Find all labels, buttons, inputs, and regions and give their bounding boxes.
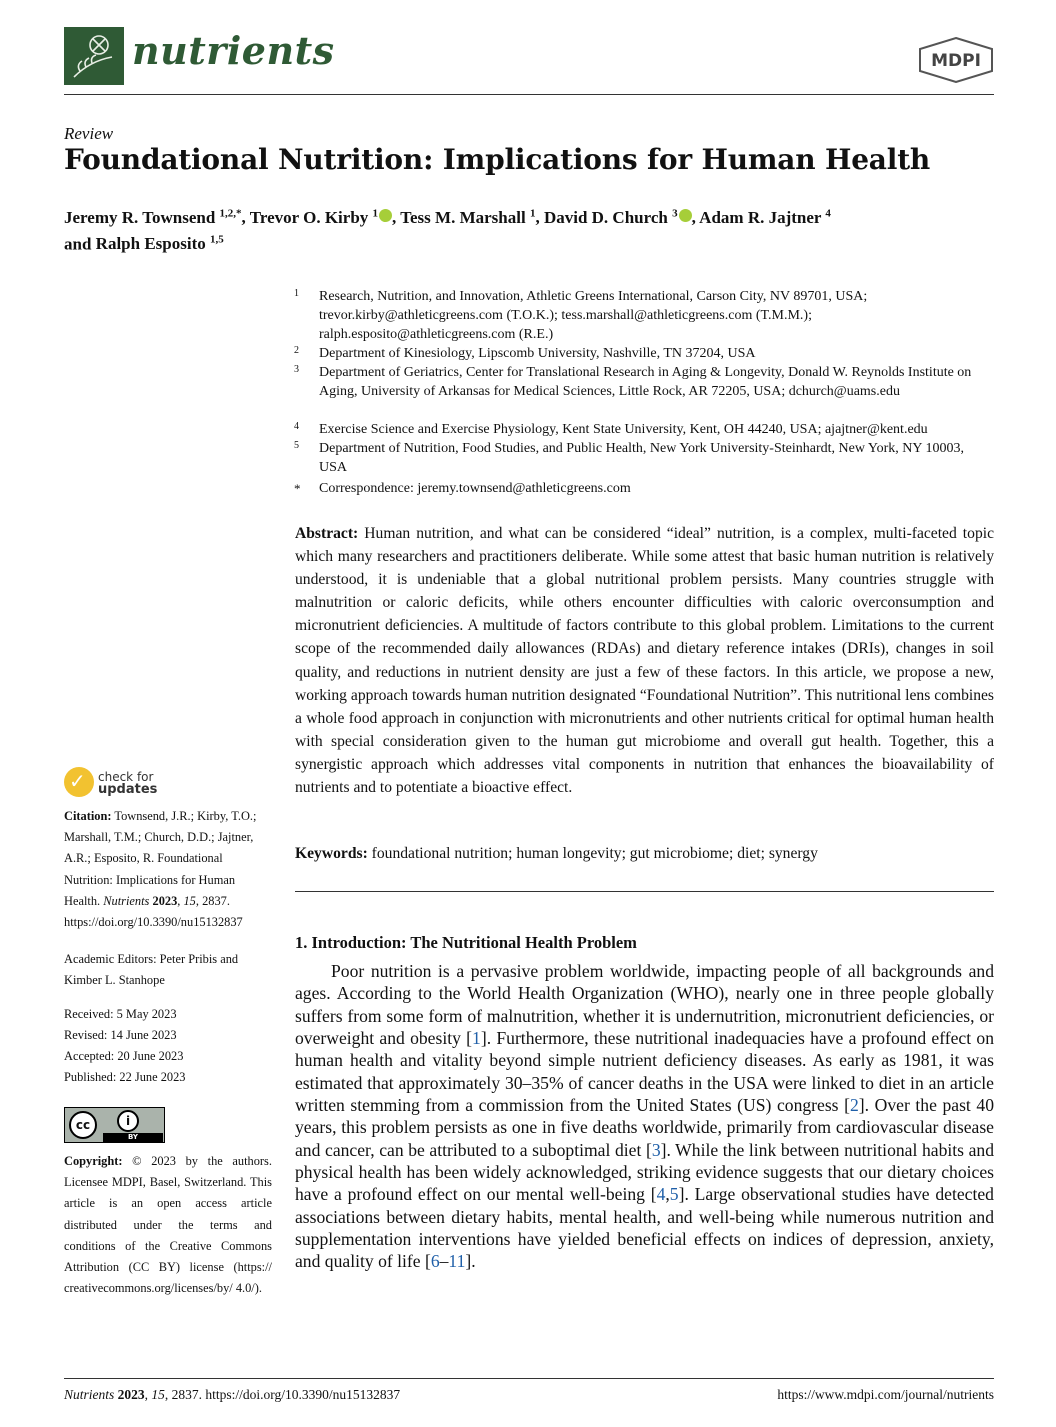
footer-divider — [64, 1378, 994, 1379]
date-received: Received: 5 May 2023 — [64, 1007, 177, 1021]
orcid-icon[interactable] — [379, 209, 392, 222]
reference-link[interactable]: 3 — [651, 1139, 661, 1160]
journal-logo — [64, 27, 124, 85]
journal-name: nutrients — [132, 28, 335, 73]
section-divider — [295, 891, 994, 892]
author-list: Jeremy R. Townsend $^{1,2,*}$, Trevor O. Kirby $^1$ , Tess M. Marshall $^1$, David D. Church $^3$ , Adam R. Jajtner $^4$ and Ralph Esposito $^{1,5}$ — [64, 207, 831, 254]
date-revised: Revised: 14 June 2023 — [64, 1028, 177, 1042]
intro-text: ]. While the link between nutritional habits and physical health has been widely acknowledged, striking evidence suggests that our dietary choices have a profound effect on our mental well-being [ — [295, 1139, 994, 1205]
keywords-label: Keywords: — [295, 845, 368, 862]
introduction-paragraph — [295, 960, 994, 1273]
intro-text: , — [665, 1184, 670, 1205]
orcid-icon[interactable] — [679, 209, 692, 222]
leaf-emblem-icon — [64, 27, 124, 85]
reference-link[interactable]: 4 — [656, 1184, 666, 1205]
checkmark-icon: ✓ — [69, 769, 86, 793]
intro-text: Poor nutrition is a pervasive problem worldwide, impacting people of all backgrounds and ages. According to the World Health Organization (WHO), nearly one in three people globally suffers from some form of malnutrition, whether it is undernutrition, micronutrient deficiencies, or overweight and obesity [ — [295, 961, 994, 1049]
affiliation-2: 2 Department of Kinesiology, Lipscomb University, Nashville, TN 37204, USA — [294, 345, 756, 361]
copyright-notice: Copyright: © 2023 by the authors. Licensee MDPI, Basel, Switzerland. This article is an open access article distributed under the terms and conditions of the Creative Commons Attribution (CC BY) license (https:// creativecommons.org/licenses/by/ 4.0/). — [64, 1154, 272, 1296]
intro-text: ]. Over the past 40 years, this problem persists as one in five deaths worldwide, primarily from cardiovascular disease and cancer, can be attributed to a suboptimal diet [ — [295, 1095, 994, 1160]
author-6[interactable]: Ralph Esposito $^{1,5}$ — [95, 233, 224, 254]
cc-by-license-badge[interactable]: cc i BY — [64, 1107, 165, 1143]
abstract — [295, 522, 994, 799]
intro-text: – — [439, 1251, 449, 1272]
footer-journal-url[interactable]: https://www.mdpi.com/journal/nutrients — [777, 1387, 994, 1402]
reference-link[interactable]: 5 — [669, 1184, 679, 1205]
affiliation-5: 5 Department of Nutrition, Food Studies, and Public Health, New York University-Steinhardt, New York, NY 10003, USA — [294, 440, 964, 475]
author-3[interactable]: Tess M. Marshall $^1$ — [400, 207, 536, 227]
header-divider — [64, 94, 994, 95]
affiliation-3: 3 Department of Geriatrics, Center for Translational Research in Aging & Longevity, Donald W. Reynolds Institute on Aging, University of Arkansas for Medical Sciences, Little Rock, AR 72205, USA; dchurch@uams.edu — [294, 364, 972, 399]
intro-text: ]. Large observational studies have detected associations between dietary habits, mental health, and well-being while numerous nutrition and supplementation interventions have yielded beneficial effects on indices of depression, anxiety, and quality of life [ — [295, 1184, 994, 1272]
publisher-name: MDPI — [931, 51, 981, 71]
affiliation-4: 4 Exercise Science and Exercise Physiology, Kent State University, Kent, OH 44240, USA; ajajtner@kent.edu — [294, 421, 928, 437]
date-accepted: Accepted: 20 June 2023 — [64, 1049, 184, 1063]
author-1[interactable]: Jeremy R. Townsend $^{1,2,*}$ — [64, 207, 242, 227]
reference-link[interactable]: 1 — [472, 1028, 481, 1049]
abstract-label: Abstract: — [295, 525, 359, 542]
article-type: Review — [64, 124, 114, 143]
footer-citation: Nutrients 2023, 15, 2837. https://doi.org/10.3390/nu15132837 — [64, 1387, 401, 1402]
reference-link[interactable]: 11 — [448, 1251, 466, 1272]
reference-link[interactable]: 2 — [849, 1095, 859, 1116]
author-2[interactable]: Trevor O. Kirby $^1$ — [250, 208, 392, 227]
section-heading: 1. Introduction: The Nutritional Health Problem — [295, 933, 637, 952]
date-published: Published: 22 June 2023 — [64, 1070, 186, 1084]
intro-text: ]. Furthermore, these nutritional inadequacies have a profound effect on human health and vitality beyond simple nutrient deficiency diseases. As early as 1981, it was estimated that approximately 30–35% of cancer deaths in the USA were linked to diet in an article written stemming from a commission from the United States (US) congress [ — [295, 1028, 994, 1116]
citation-block: Citation: Townsend, J.R.; Kirby, T.O.; Marshall, T.M.; Church, D.D.; Jajtner, A.R.; Esposito, R. Foundational Nutrition: Implications for Human Health. Nutrients 2023, 15, 2837. https://doi.org/10.3390/nu15132837 — [64, 809, 257, 930]
reference-link[interactable]: 6 — [430, 1251, 440, 1272]
creative-commons-icon: cc — [69, 1111, 97, 1139]
abstract-text: Human nutrition, and what can be considered “ideal” nutrition, is a complex, multi-faceted topic which many researchers and practitioners deliberate. While some attest that basic human nutrition is relatively understood, it is undeniable that a global nutritional problem persists. Many countries struggle with malnutrition or caloric deficits, while others encounter difficulties with caloric overconsumption and micronutrient deficiencies. A multitude of factors contribute to this global problem. Limitations to the current scope of the recommended daily allowances (RDAs) and dietary reference intakes (DRIs), changes in soil quality, and reductions in nutrient density are just a few of these factors. In this article, we propose a new, working approach towards human nutrition designated “Foundational Nutrition”. This nutritional lens combines a whole food approach in conjunction with micronutrients and other nutrients critical for optimal human health with special consideration given to the human gut microbiome and overall gut health. Together, this a synergistic approach which addresses vital components in nutrition that enhances the bioavailability of nutrients and to potentiate a bioactive effect. — [295, 525, 994, 797]
mdpi-logo — [918, 37, 994, 83]
attribution-person-icon: i — [117, 1110, 139, 1132]
article-title: Foundational Nutrition: Implications for Human Health — [64, 143, 931, 176]
academic-editors: Academic Editors: Peter Pribis and Kimber L. Stanhope — [64, 952, 239, 988]
author-4[interactable]: David D. Church $^3$ — [544, 208, 692, 227]
keywords — [295, 845, 994, 863]
intro-text: ]. — [465, 1251, 476, 1272]
correspondence: * Correspondence: jeremy.townsend@athleticgreens.com — [294, 481, 631, 496]
keywords-text: foundational nutrition; human longevity; gut microbiome; diet; synergy — [371, 845, 818, 862]
author-5[interactable]: Adam R. Jajtner $^4$ — [699, 207, 831, 227]
affiliation-1: 1 Research, Nutrition, and Innovation, Athletic Greens International, Carson City, NV 89701, USA; trevor.kirby@athleticgreens.com (T.O.K.); tess.marshall@athleticgreens.com (T.M.M.); ralph.esposito@athleticgreens.com (R.E.) — [294, 288, 868, 342]
